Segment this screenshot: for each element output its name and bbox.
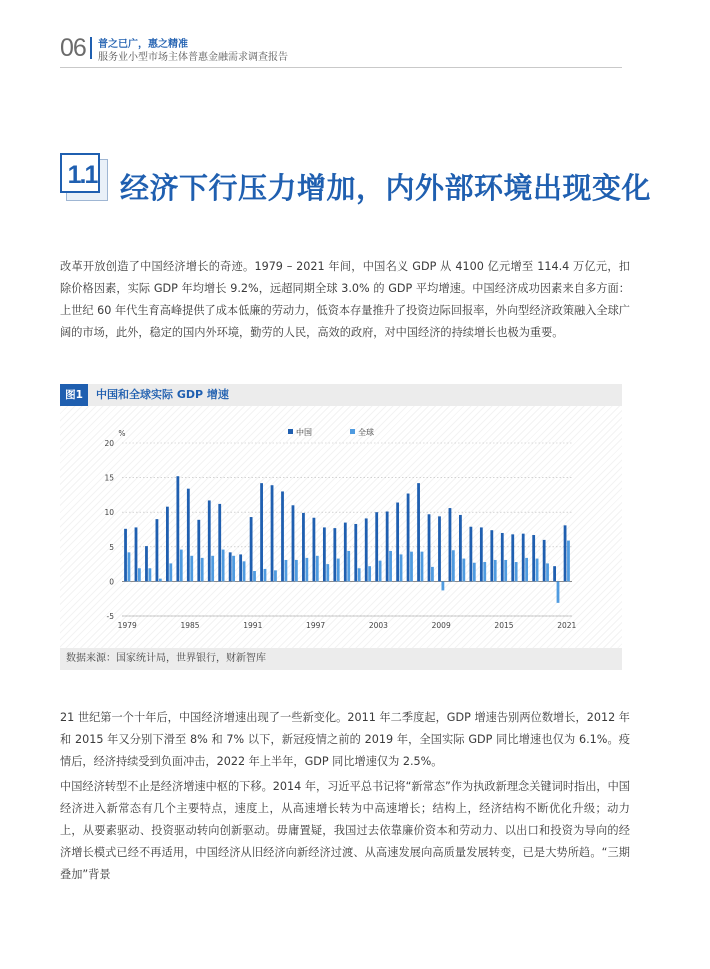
bar-world-1992: [264, 569, 267, 581]
bar-china-2005: [396, 503, 399, 582]
bar-world-2021: [567, 541, 570, 582]
bar-world-1997: [316, 556, 319, 582]
legend-label-world: 全球: [358, 428, 374, 437]
bar-china-2000: [344, 523, 347, 582]
bar-world-1993: [274, 570, 277, 581]
bar-china-1990: [239, 554, 242, 581]
figure-title: 中国和全球实际 GDP 增速: [96, 388, 229, 401]
bar-world-2012: [473, 563, 476, 582]
bar-china-1984: [176, 476, 179, 581]
bar-world-2006: [410, 552, 413, 582]
bar-world-1996: [305, 558, 308, 582]
bar-china-2015: [501, 533, 504, 581]
figure-source-text: 数据来源：国家统计局，世界银行，财新智库: [66, 653, 266, 664]
bar-china-1999: [333, 528, 336, 581]
bar-china-1998: [323, 527, 326, 581]
bar-china-2009: [438, 516, 441, 581]
paragraph-new-changes: 21 世纪第一个十年后，中国经济增速出现了一些新变化。2011 年二季度起，GDP 增速告别两位数增长，2012 年和 2015 年又分别下滑至 8% 和 7% 以下，新冠疫情之前的 2019 年，全国实际 GDP 同比增速也仅为 6.1%。疫情后，经济持续受到负面冲击，2022 年上半年，GDP 同比增速仅为 2.5%。: [60, 711, 630, 768]
page-header: [60, 33, 622, 63]
bar-china-2017: [522, 534, 525, 582]
bar-china-2019: [543, 540, 546, 582]
figure-header: [60, 384, 622, 406]
legend-swatch-world: [350, 429, 355, 434]
x-tick-label: 1991: [243, 621, 263, 630]
section-icon-box: [60, 153, 100, 193]
bar-china-2003: [375, 512, 378, 581]
bar-china-2016: [511, 534, 514, 581]
bar-world-1986: [201, 558, 204, 582]
bar-china-1986: [197, 520, 200, 582]
section-number-icon: [60, 153, 106, 199]
bar-world-1983: [169, 563, 172, 581]
bar-world-2020: [557, 581, 560, 602]
bar-world-1999: [337, 559, 340, 582]
y-axis-unit-label: %: [118, 429, 126, 438]
bar-china-1988: [218, 504, 221, 582]
bar-china-1991: [250, 517, 253, 581]
y-tick-label: -5: [106, 612, 114, 621]
bar-world-1985: [190, 556, 193, 582]
legend-label-china: 中国: [296, 428, 312, 437]
bar-world-2002: [368, 566, 371, 581]
figure-chart-area: [60, 406, 622, 648]
bar-world-2007: [421, 552, 424, 582]
x-tick-label: 1997: [306, 621, 326, 630]
y-tick-label: 20: [104, 439, 114, 448]
bar-world-1979: [128, 552, 131, 581]
bar-world-1990: [243, 561, 246, 581]
bar-china-2010: [449, 508, 452, 581]
x-tick-label: 2015: [494, 621, 514, 630]
y-tick-label: 15: [104, 473, 114, 483]
x-tick-label: 2021: [557, 621, 577, 630]
gdp-growth-chart: [60, 406, 622, 648]
bar-china-1983: [166, 507, 169, 582]
header-report-title: 服务业小型市场主体普惠金融需求调查报告: [98, 52, 288, 63]
bar-china-1982: [156, 519, 159, 581]
paragraph-intro: 改革开放创造了中国经济增长的奇迹。1979 – 2021 年间，中国名义 GDP 从 4100 亿元增至 114.4 万亿元，扣除价格因素，实际 GDP 年均增长 9.2%，远超同期全球 3.0% 的 GDP 平均增速。中国经济成功因素来自多方面：上世纪 60 年代生育高峰提供了成本低廉的劳动力，低资本存量推升了投资边际回报率，外向型经济政策融入全球广阔的市场，此外，稳定的国内外环境，勤劳的人民，高效的政府，对中国经济的持续增长也极为重要。: [60, 260, 630, 339]
bar-world-2015: [504, 560, 507, 581]
section-number: 1.1: [67, 161, 97, 189]
bar-world-2019: [546, 563, 549, 581]
bar-china-1996: [302, 513, 305, 582]
bar-world-2014: [494, 560, 497, 581]
bar-world-1991: [253, 571, 256, 581]
bar-china-2018: [532, 535, 535, 581]
bar-world-2018: [536, 559, 539, 582]
bar-world-1982: [159, 579, 162, 582]
bar-world-1987: [211, 556, 214, 582]
bar-world-2013: [483, 562, 486, 581]
y-tick-label: 5: [109, 542, 114, 552]
bar-world-1981: [148, 568, 151, 581]
bar-china-2012: [469, 527, 472, 582]
bar-world-1989: [232, 556, 235, 582]
bar-world-2003: [379, 561, 382, 582]
header-slogan: 普之已广，惠之精准: [98, 39, 188, 50]
bar-world-2016: [515, 562, 518, 581]
bar-china-1981: [145, 546, 148, 581]
bar-china-2021: [564, 525, 567, 581]
y-tick-label: 10: [104, 508, 114, 518]
bar-world-1998: [326, 564, 329, 581]
bar-world-1994: [285, 560, 288, 581]
bar-china-2002: [365, 518, 368, 581]
y-tick-label: 0: [109, 577, 114, 587]
bar-china-1989: [229, 552, 232, 581]
bar-china-2011: [459, 515, 462, 581]
bar-world-2001: [358, 568, 361, 581]
bar-china-2007: [417, 483, 420, 581]
bar-china-1995: [292, 505, 295, 581]
bar-world-1984: [180, 550, 183, 582]
bar-world-2004: [389, 551, 392, 581]
bar-china-2013: [480, 527, 483, 581]
paragraph-new-normal: 中国经济转型不止是经济增速中枢的下移。2014 年，习近平总书记将“新常态”作为执政新理念关键词时指出，中国经济进入新常态有几个主要特点，速度上，从高速增长转为中高速增长；结构上，经济结构不断优化升级；动力上，从要素驱动、投资驱动转向创新驱动。毋庸置疑，我国过去依靠廉价资本和劳动力、以出口和投资为导向的经济增长模式已经不再适用，中国经济从旧经济向新经济过渡、从高速发展向高质量发展转变，已是大势所趋。“三期叠加”背景: [60, 780, 630, 881]
x-tick-label: 1979: [117, 621, 137, 630]
bar-china-2008: [428, 514, 431, 581]
bar-world-2011: [462, 559, 465, 582]
legend-swatch-china: [288, 429, 293, 434]
bar-china-1992: [260, 483, 263, 581]
bar-world-2009: [441, 581, 444, 590]
bar-world-1980: [138, 568, 141, 581]
bar-world-2010: [452, 550, 455, 581]
x-tick-label: 2003: [368, 621, 388, 630]
bar-china-1997: [313, 518, 316, 582]
bar-china-2014: [490, 530, 493, 581]
bar-china-1979: [124, 529, 127, 582]
bar-china-1987: [208, 500, 211, 581]
bar-world-1995: [295, 560, 298, 581]
x-tick-label: 2009: [431, 621, 451, 630]
figure-tag: 图1: [60, 384, 88, 406]
figure-source: [60, 648, 622, 670]
bar-world-2017: [525, 558, 528, 582]
bar-world-2000: [347, 551, 350, 581]
bar-china-1985: [187, 489, 190, 582]
section-title: 经济下行压力增加，内外部环境出现变化: [120, 171, 652, 205]
bar-china-1994: [281, 491, 284, 581]
bar-world-2005: [400, 554, 403, 581]
bar-china-2004: [386, 512, 389, 582]
bar-china-2020: [553, 566, 556, 581]
bar-world-1988: [222, 550, 225, 582]
header-rule: [60, 67, 622, 68]
bar-china-2001: [354, 524, 357, 581]
bar-china-1993: [271, 485, 274, 581]
bar-world-2008: [431, 567, 434, 582]
header-divider: [90, 37, 92, 59]
page-number: 06: [60, 34, 86, 62]
bar-china-1980: [135, 527, 138, 581]
x-tick-label: 1985: [180, 621, 200, 630]
bar-china-2006: [407, 494, 410, 582]
